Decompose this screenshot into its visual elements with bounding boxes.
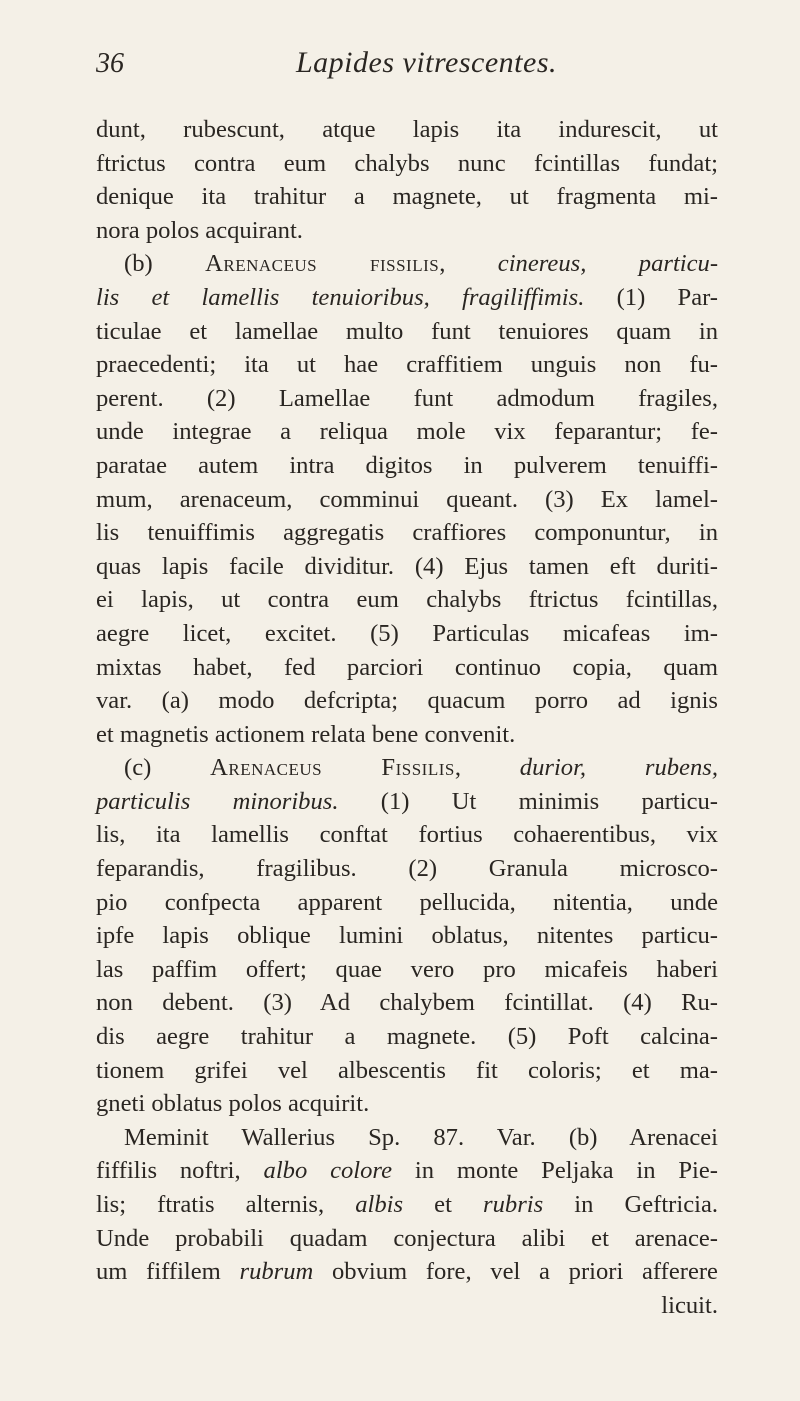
- text-line: [96, 818, 718, 852]
- text-run: mum, arenaceum, comminui queant. (3) Ex lamel-: [96, 485, 718, 513]
- text-run: ,: [454, 754, 520, 782]
- text-run: lis; ftratis alternis,: [96, 1191, 356, 1218]
- text-line: [96, 415, 718, 449]
- text-line: [96, 1188, 718, 1222]
- italic-run: lis et lamellis tenuioribus, fragiliffimis.: [96, 283, 585, 311]
- text-run: obvium fore, vel a priori afferere: [313, 1258, 718, 1286]
- text-run: nora polos acquirant.: [96, 216, 303, 244]
- text-run: et: [403, 1191, 484, 1218]
- text-line: [96, 953, 718, 987]
- text-run: Meminit Wallerius Sp. 87. Var. (b) Arenacei: [124, 1123, 718, 1151]
- text-run: (c): [124, 754, 211, 782]
- text-line: [96, 483, 718, 517]
- text-run: in Geftricia.: [543, 1191, 719, 1218]
- text-run: licuit.: [661, 1291, 718, 1319]
- text-line: [96, 348, 718, 382]
- text-run: las paffim offert; quae vero pro micafeis haberi: [96, 955, 718, 983]
- text-line: [96, 718, 718, 752]
- text-line: [96, 1222, 718, 1256]
- text-line: [96, 919, 718, 953]
- text-run: fiffilis noftri,: [96, 1157, 264, 1185]
- text-line: [96, 617, 718, 651]
- text-run: dis aegre trahitur a magnete. (5) Poft calcina-: [96, 1023, 718, 1051]
- text-run: quas lapis facile dividitur. (4) Ejus tamen eft duriti-: [96, 552, 718, 580]
- text-run: lis tenuiffimis aggregatis craffiores componuntur, in: [96, 519, 718, 547]
- text-line: [96, 684, 718, 718]
- italic-run: albo colore: [263, 1157, 393, 1185]
- text-run: in monte Peljaka in Pie-: [392, 1157, 718, 1185]
- text-line: [96, 986, 718, 1020]
- text-run: pio confpecta apparent pellucida, nitentia, unde: [96, 888, 718, 916]
- text-run: gneti oblatus polos acquirit.: [96, 1090, 370, 1118]
- text-run: (1) Par-: [584, 283, 718, 311]
- text-run: feparandis, fragilibus. (2) Granula microsco-: [96, 855, 718, 883]
- text-line: [96, 1289, 718, 1323]
- text-run: (b): [124, 250, 206, 278]
- text-run: ,: [439, 250, 498, 278]
- text-line: [96, 214, 718, 248]
- text-run: denique ita trahitur a magnete, ut fragmenta mi-: [96, 183, 718, 211]
- text-run: um fiffilem: [96, 1258, 240, 1286]
- text-run: mixtas habet, fed parciori continuo copia, quam: [96, 653, 718, 681]
- text-run: dunt, rubescunt, atque lapis ita indurescit, ut: [96, 116, 718, 143]
- text-line: [96, 751, 718, 785]
- text-run: praecedenti; ita ut hae craffitiem unguis non fu-: [96, 351, 718, 379]
- text-run: aegre licet, excitet. (5) Particulas micafeas im-: [96, 619, 718, 647]
- text-run: ei lapis, ut contra eum chalybs ftrictus fcintillas,: [96, 586, 718, 614]
- body-text: [96, 113, 718, 1322]
- text-run: perent. (2) Lamellae funt admodum fragiles,: [96, 384, 718, 412]
- text-line: [96, 785, 718, 819]
- text-line: [96, 886, 718, 920]
- text-line: [96, 449, 718, 483]
- italic-run: albis: [355, 1191, 404, 1218]
- text-run: ticulae et lamellae multo funt tenuiores quam in: [96, 317, 718, 345]
- text-line: [96, 1121, 718, 1155]
- text-run: (1) Ut minimis particu-: [338, 787, 718, 815]
- running-head: Lapides vitrescentes.: [296, 46, 558, 79]
- text-run: ipfe lapis oblique lumini oblatus, nitentes particu-: [96, 922, 718, 950]
- small-caps-run: Arenaceus fissilis: [205, 250, 440, 278]
- text-line: [96, 1255, 718, 1289]
- italic-run: rubris: [483, 1191, 544, 1218]
- text-line: [96, 516, 718, 550]
- italic-run: durior, rubens,: [519, 754, 718, 782]
- text-line: [96, 1087, 718, 1121]
- text-line: [96, 583, 718, 617]
- text-line: [96, 281, 718, 315]
- text-run: Unde probabili quadam conjectura alibi et arenace-: [96, 1224, 718, 1252]
- text-line: [96, 382, 718, 416]
- text-run: non debent. (3) Ad chalybem fcintillat. (4) Ru-: [96, 989, 718, 1017]
- text-run: tionem grifei vel albescentis fit coloris; et ma-: [96, 1056, 718, 1084]
- text-run: var. (a) modo defcripta; quacum porro ad ignis: [96, 687, 718, 715]
- italic-run: cinereus, particu-: [497, 250, 719, 278]
- text-run: ftrictus contra eum chalybs nunc fcintillas fundat;: [96, 149, 718, 177]
- text-line: [96, 315, 718, 349]
- text-run: paratae autem intra digitos in pulverem tenuiffi-: [96, 451, 718, 479]
- text-line: [96, 1054, 718, 1088]
- italic-run: rubrum: [239, 1258, 314, 1286]
- text-run: lis, ita lamellis conftat fortius cohaerentibus, vix: [96, 821, 718, 849]
- text-line: [96, 852, 718, 886]
- text-line: [96, 247, 718, 281]
- text-line: [96, 147, 718, 181]
- page-number: 36: [96, 48, 124, 79]
- small-caps-run: Arenaceus Fissilis: [210, 754, 455, 782]
- text-line: [96, 1020, 718, 1054]
- text-line: [96, 1154, 718, 1188]
- page-header: [96, 46, 720, 86]
- text-line: [96, 651, 718, 685]
- text-line: [96, 113, 718, 147]
- text-run: unde integrae a reliqua mole vix feparantur; fe-: [96, 418, 718, 446]
- text-line: [96, 550, 718, 584]
- text-line: [96, 180, 718, 214]
- italic-run: particulis minoribus.: [96, 787, 339, 815]
- text-run: et magnetis actionem relata bene convenit.: [96, 720, 516, 748]
